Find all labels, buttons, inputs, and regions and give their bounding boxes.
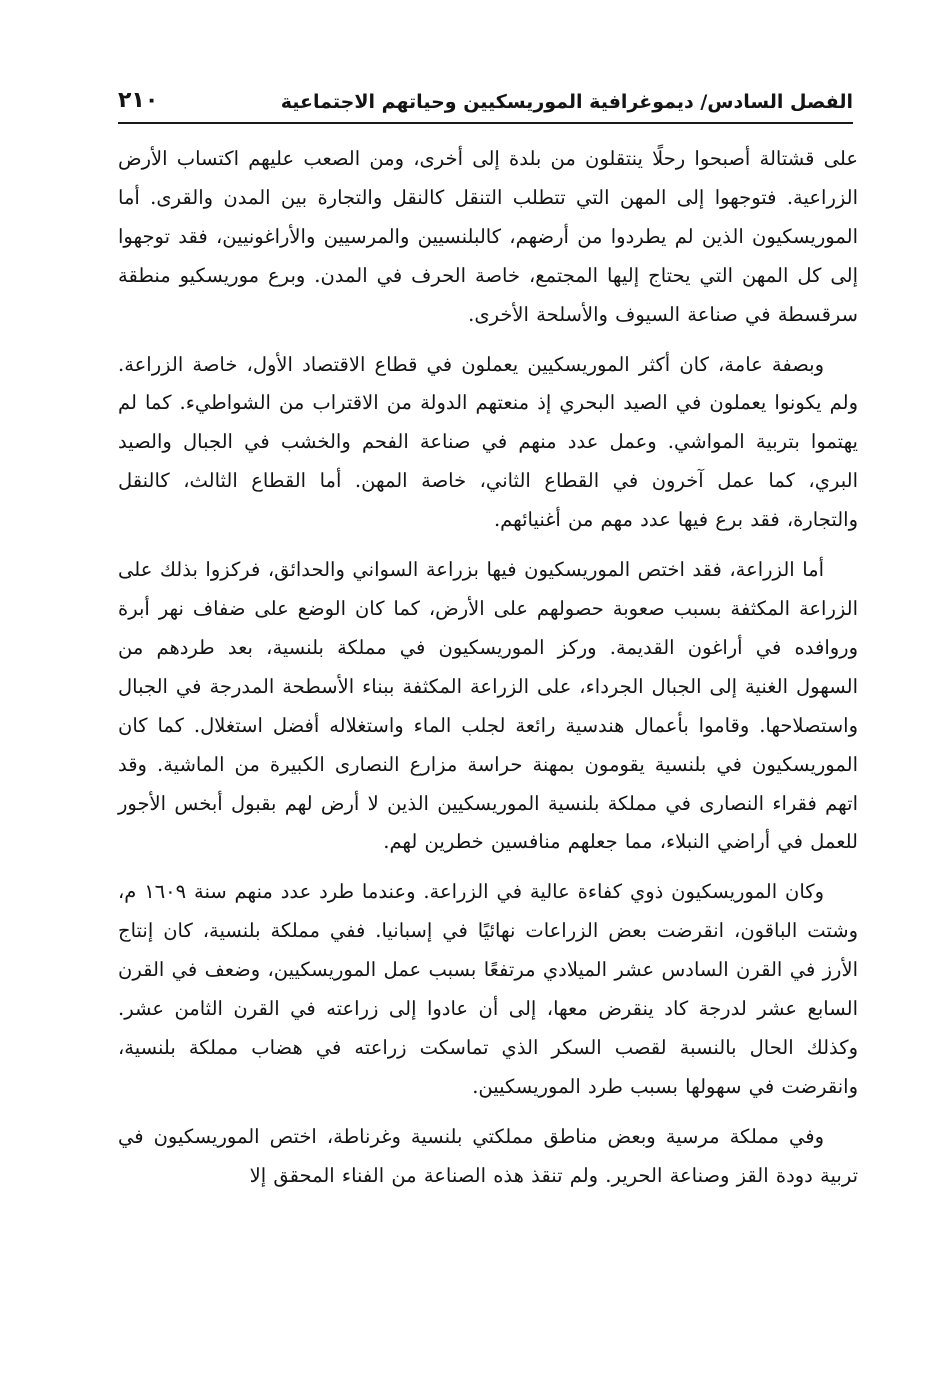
paragraph-2: وبصفة عامة، كان أكثر الموريسكيين يعملون في قطاع الاقتصاد الأول، خاصة الزراعة. ولم يكونوا يعملون في الصيد البحري إذ منعتهم الدولة من الاقتراب من الشواطيء. كما لم يهتموا بتربية المواشي. وعمل عدد منهم في صناعة الفحم والخشب في الجبال والصيد البري، كما عمل آخرون في القطاع الثاني، خاصة المهن. أما القطاع الثالث، كالنقل والتجارة، فقد برع فيها عدد مهم من أغنيائهم. <box>118 352 858 532</box>
header-rule <box>118 122 853 124</box>
running-header <box>118 84 853 122</box>
paragraph-5: وفي مملكة مرسية وبعض مناطق مملكتي بلنسية وغرناطة، اختص الموريسكيون في تربية دودة القز وصناعة الحرير. ولم تنقذ هذه الصناعة من الفناء المحقق إلا <box>118 1124 858 1187</box>
chapter-title: الفصل السادس/ ديموغرافية الموريسكيين وحياتهم الاجتماعية <box>280 91 853 113</box>
body-text <box>118 140 858 1207</box>
page-number: ٢١٠ <box>118 88 159 113</box>
paragraph-4: وكان الموريسكيون ذوي كفاءة عالية في الزراعة. وعندما طرد عدد منهم سنة ١٦٠٩ م، وشتت الباقون، انقرضت بعض الزراعات نهائيًا في إسبانيا. ففي مملكة بلنسية، كان إنتاج الأرز في القرن السادس عشر الميلادي مرتفعًا بسبب عمل الموريسكيين، وضعف في القرن السابع عشر لدرجة كاد ينقرض معها، إلى أن عادوا إلى زراعته في القرن الثامن عشر. وكذلك الحال بالنسبة لقصب السكر الذي تماسكت زراعته في هضاب مملكة بلنسية، وانقرضت في سهولها بسبب طرد الموريسكيين. <box>118 880 858 1098</box>
paragraph-3: أما الزراعة، فقد اختص الموريسكيون فيها بزراعة السواني والحدائق، فركزوا بذلك على الزراعة المكثفة بسبب صعوبة حصولهم على الأرض، كما كان الوضع على ضفاف نهر أبرة وروافده في أراغون القديمة. وركز الموريسكيون في مملكة بلنسية، بعد طردهم من السهول الغنية إلى الجبال الجرداء، على الزراعة المكثفة ببناء الأسطحة المدرجة في الجبال واستصلاحها. وقاموا بأعمال هندسية رائعة لجلب الماء واستغلاله أفضل استغلال. كما كان الموريسكيون في بلنسية يقومون بمهنة حراسة مزارع النصارى الكبيرة من الماشية. وقد اتهم فقراء النصارى في مملكة بلنسية الموريسكيين الذين لا أرض لهم بقبول أبخس الأجور للعمل في أراضي النبلاء، مما جعلهم منافسين خطرين لهم. <box>118 558 858 854</box>
paragraph-1: على قشتالة أصبحوا رحلًا ينتقلون من بلدة إلى أخرى، ومن الصعب عليهم اكتساب الأرض الزراعية. فتوجهوا إلى المهن التي تتطلب التنقل كالنقل والتجارة بين المدن والقرى. أما الموريسكيون الذين لم يطردوا من أرضهم، كالبلنسيين والمرسيين والأراغونيين، فقد توجهوا إلى كل المهن التي يحتاج إليها المجتمع، خاصة الحرف في المدن. وبرع موريسكيو منطقة سرقسطة في صناعة السيوف والأسلحة الأخرى. <box>118 147 858 326</box>
